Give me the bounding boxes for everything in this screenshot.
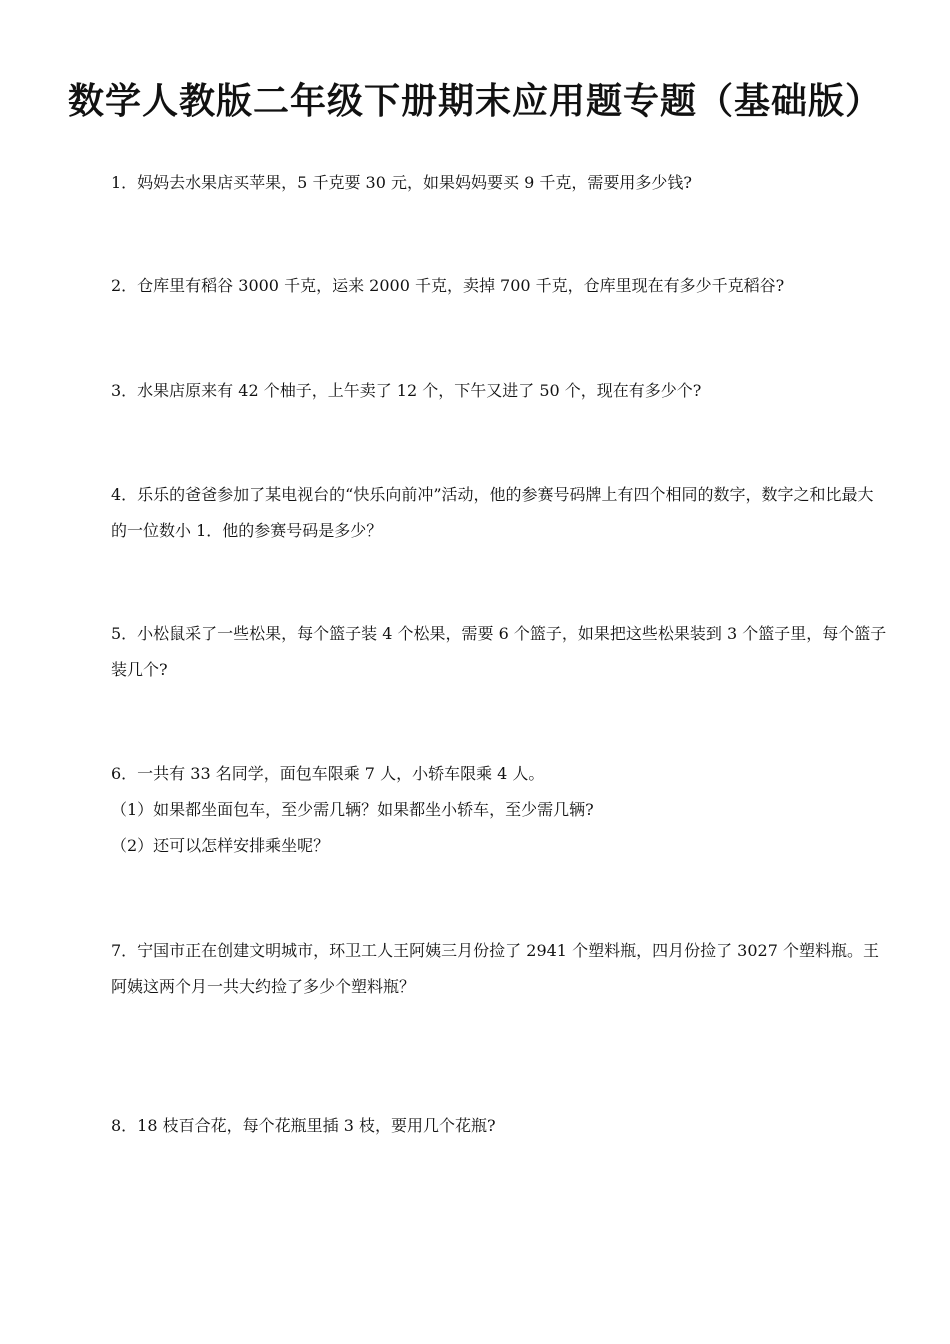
question-5 xyxy=(111,616,889,688)
page-title: 数学人教版二年级下册期末应用题专题（基础版） xyxy=(67,81,882,122)
question-text: 4．乐乐的爸爸参加了某电视台的“快乐向前冲”活动，他的参赛号码牌上有四个相同的数字，数字之和比最大的一位数小 1．他的参赛号码是多少？ xyxy=(111,485,874,540)
question-1 xyxy=(111,165,889,201)
question-6 xyxy=(111,756,889,864)
question-7 xyxy=(111,933,889,1005)
question-text: 3．水果店原来有 42 个柚子，上午卖了 12 个，下午又进了 50 个，现在有多少个? xyxy=(111,381,702,400)
question-text: 6．一共有 33 名同学，面包车限乘 7 人，小轿车限乘 4 人。 xyxy=(111,764,545,783)
question-3 xyxy=(111,373,889,409)
question-text: 1．妈妈去水果店买苹果，5 千克要 30 元，如果妈妈要买 9 千克，需要用多少钱? xyxy=(111,173,692,192)
sub-question-1: （1）如果都坐面包车，至少需几辆？如果都坐小轿车，至少需几辆? xyxy=(111,800,594,819)
question-2 xyxy=(111,268,889,304)
sub-question-2: （2）还可以怎样安排乘坐呢？ xyxy=(111,836,330,855)
question-4 xyxy=(111,477,889,549)
question-text: 7．宁国市正在创建文明城市，环卫工人王阿姨三月份捡了 2941 个塑料瓶，四月份捡了 3027 个塑料瓶。王阿姨这两个月一共大约捡了多少个塑料瓶？ xyxy=(111,941,879,996)
question-8 xyxy=(111,1108,889,1144)
question-text: 8．18 枝百合花，每个花瓶里插 3 枝，要用几个花瓶? xyxy=(111,1116,496,1135)
question-text: 5．小松鼠采了一些松果，每个篮子装 4 个松果，需要 6 个篮子，如果把这些松果装到 3 个篮子里，每个篮子装几个? xyxy=(111,624,887,679)
question-text: 2．仓库里有稻谷 3000 千克，运来 2000 千克，卖掉 700 千克，仓库里现在有多少千克稻谷? xyxy=(111,276,785,295)
